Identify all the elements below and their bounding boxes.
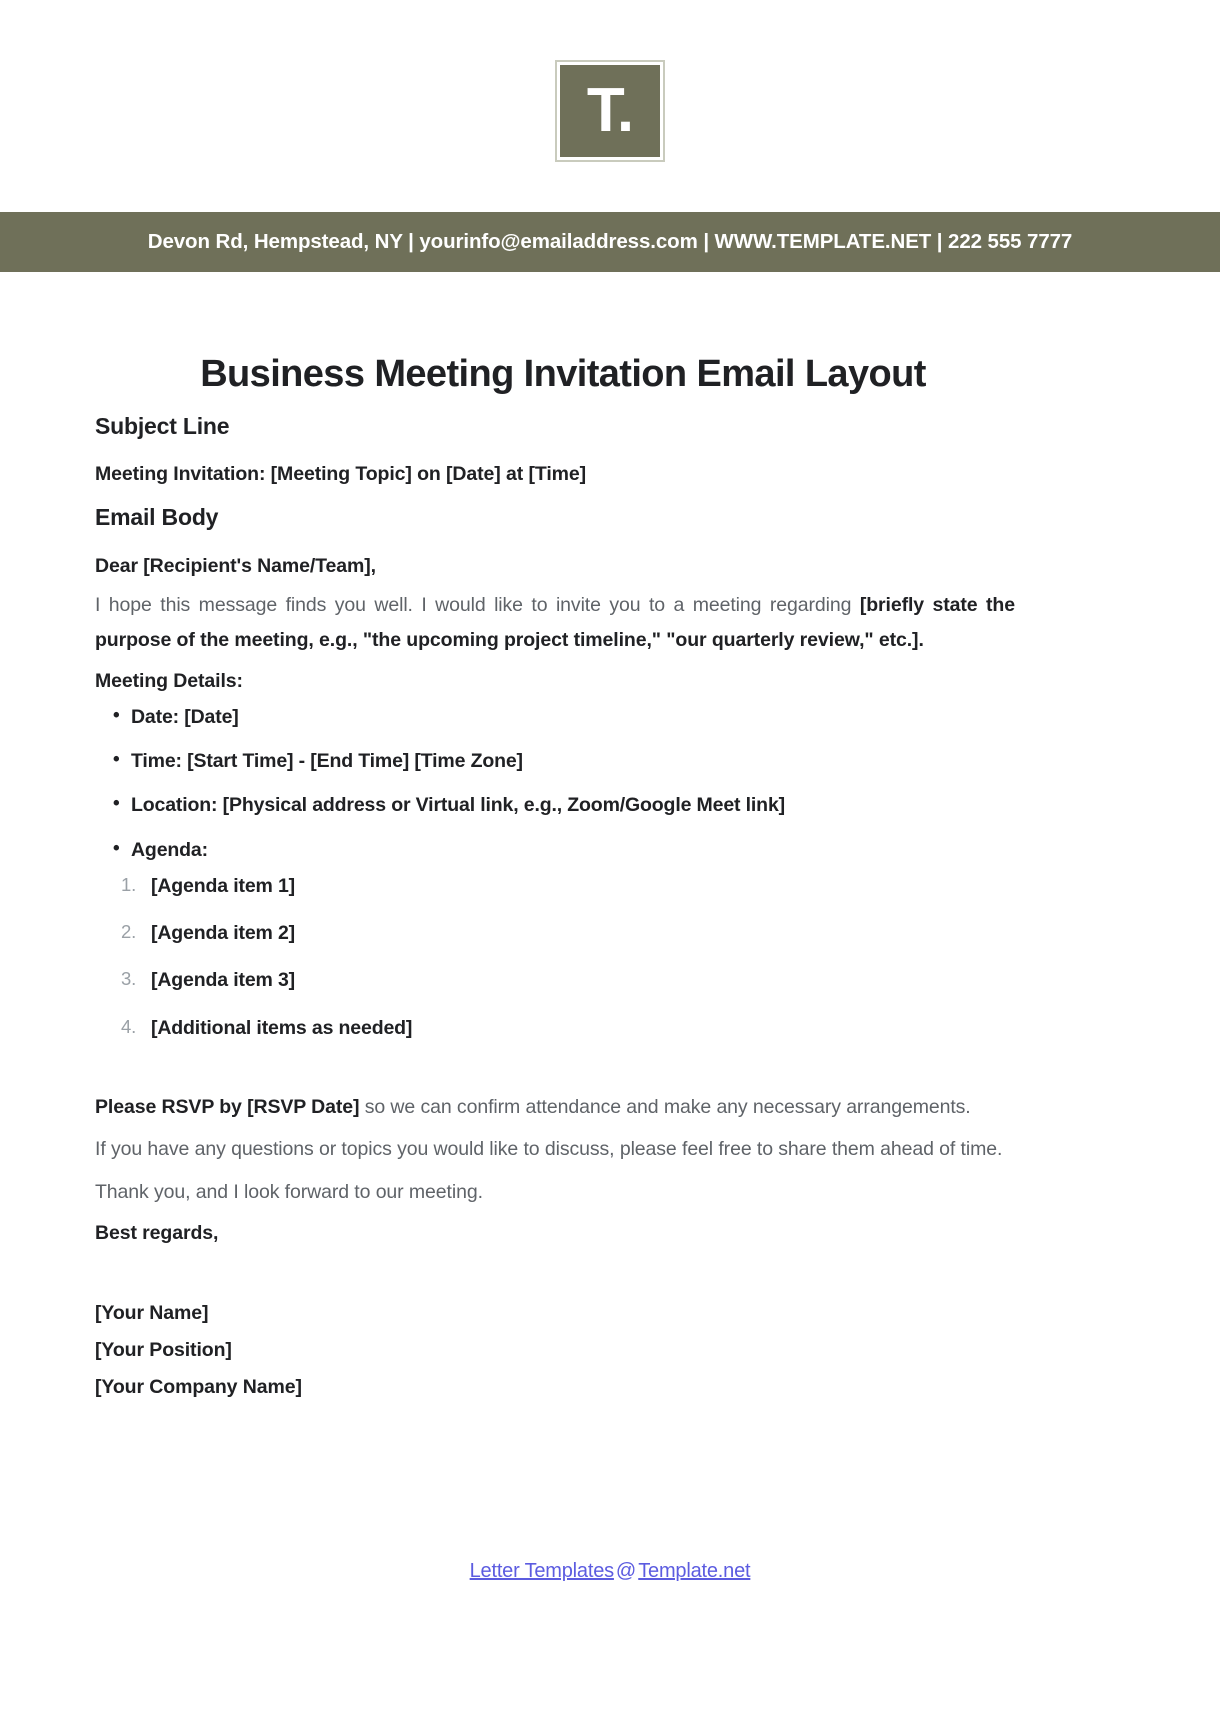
email-body-heading: Email Body xyxy=(95,504,219,531)
document-body xyxy=(95,352,1015,1406)
closing-line: Best regards, xyxy=(95,1222,219,1245)
page-title: Business Meeting Invitation Email Layout xyxy=(200,353,926,395)
intro-bold-text: [briefly state the purpose of the meeting, e.g., "the upcoming project timeline," "our quarterly review," etc.]. xyxy=(95,593,1015,651)
questions-paragraph: If you have any questions or topics you would like to discuss, please feel free to share them ahead of time. xyxy=(95,1138,1003,1161)
subject-line-heading: Subject Line xyxy=(95,412,230,439)
list-item: [Additional items as needed] xyxy=(151,1016,413,1039)
meeting-details-list xyxy=(95,703,1015,864)
subject-line-value: Meeting Invitation: [Meeting Topic] on [Date] at [Time] xyxy=(95,462,587,485)
agenda-list xyxy=(95,872,1015,1042)
rsvp-normal-text: so we can confirm attendance and make any necessary arrangements. xyxy=(359,1095,971,1118)
template-net-link[interactable]: Template.net xyxy=(638,1560,751,1582)
salutation-line: Dear [Recipient's Name/Team], xyxy=(95,555,376,578)
list-item: • Time: [Start Time] - [End Time] [Time Zone] xyxy=(113,747,1015,775)
logo-container xyxy=(0,0,1220,160)
signature-your-company: [Your Company Name] xyxy=(95,1375,302,1398)
thanks-paragraph: Thank you, and I look forward to our meeting. xyxy=(95,1180,483,1203)
list-item: • Agenda: xyxy=(113,836,1015,864)
list-item: [Agenda item 1] xyxy=(151,874,296,897)
list-item: [Agenda item 2] xyxy=(151,922,296,945)
rsvp-bold-text: Please RSVP by [RSVP Date] xyxy=(95,1095,360,1118)
footer-separator: @ xyxy=(615,1560,637,1582)
list-item: • Date: [Date] xyxy=(113,703,1015,731)
spacer xyxy=(95,1061,1015,1083)
list-item: • Location: [Physical address or Virtual link, e.g., Zoom/Google Meet link] xyxy=(113,791,1015,819)
contact-bar xyxy=(0,212,1220,272)
letter-templates-link[interactable]: Letter Templates xyxy=(469,1560,614,1582)
list-item: [Agenda item 3] xyxy=(151,969,296,992)
signature-spacer xyxy=(95,1249,1015,1295)
footer xyxy=(0,1560,1220,1583)
template-net-logo xyxy=(557,62,663,160)
contact-bar-text: Devon Rd, Hempstead, NY | yourinfo@emailaddress.com | WWW.TEMPLATE.NET | 222 555 7777 xyxy=(147,230,1073,253)
logo-glyph-text: T. xyxy=(586,76,634,145)
meeting-details-label: Meeting Details: xyxy=(95,670,243,693)
intro-normal-text: I hope this message finds you well. I would like to invite you to a meeting regarding xyxy=(95,593,860,616)
rsvp-paragraph xyxy=(95,1090,1015,1125)
signature-your-position: [Your Position] xyxy=(95,1338,232,1361)
signature-your-name: [Your Name] xyxy=(95,1301,209,1324)
intro-paragraph xyxy=(95,588,1015,659)
